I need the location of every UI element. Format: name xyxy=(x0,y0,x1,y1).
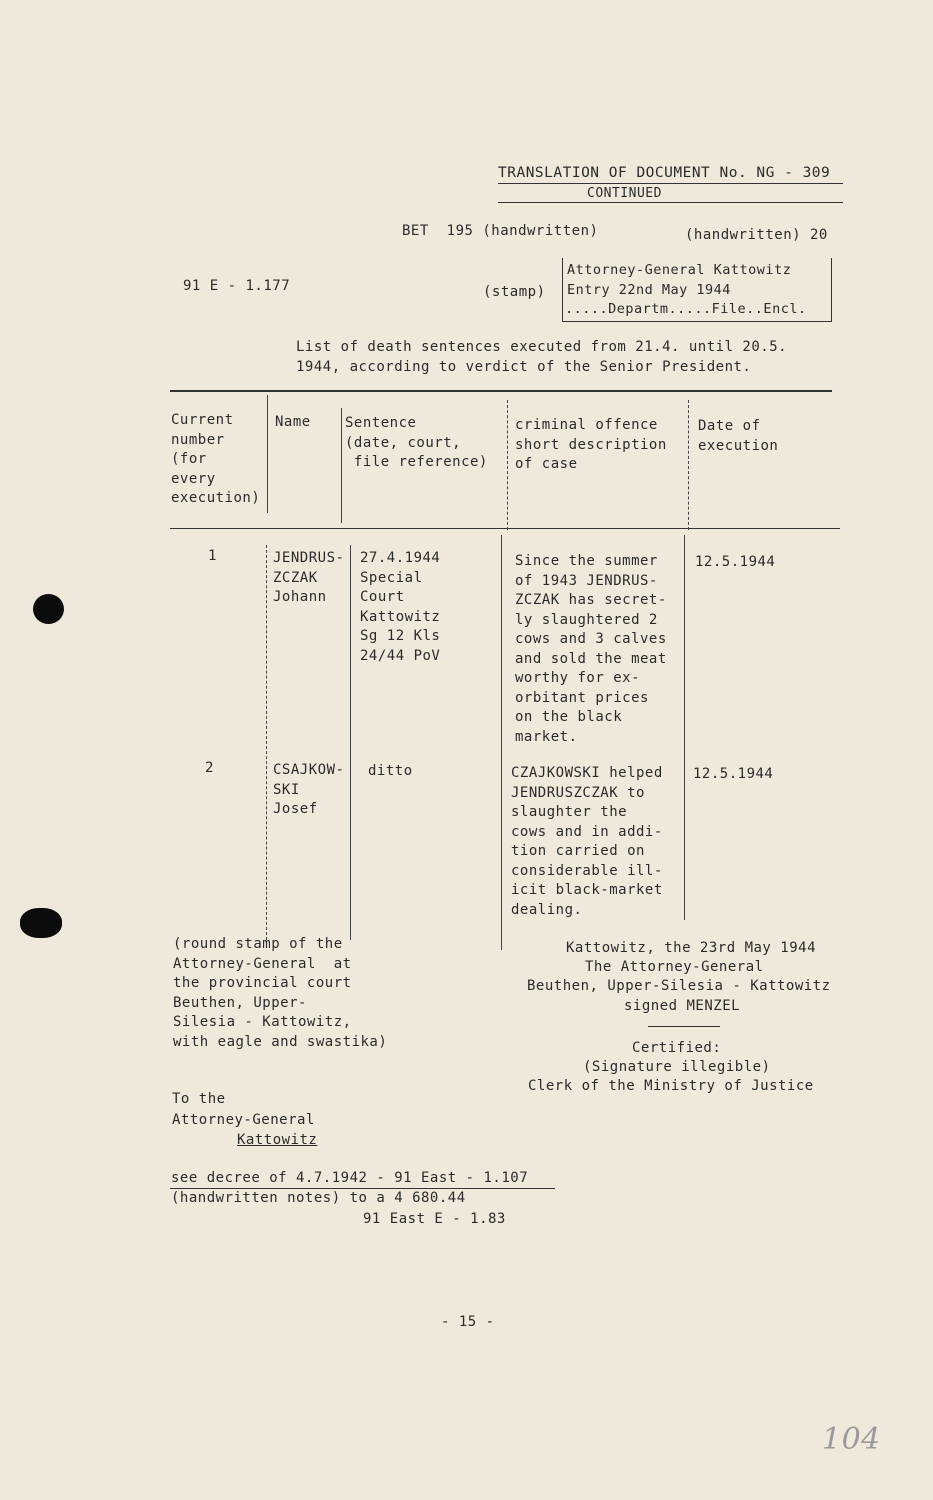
row-1-offence: Since the summer of 1943 JENDRUS- ZCZAK has secret- ly slaughtered 2 cows and 3 calves and sold the meat worthy for ex- orbitant prices on the black market. xyxy=(515,553,667,745)
decree-note: see decree of 4.7.1942 - 91 East - 1.107 xyxy=(171,1170,529,1186)
header-date-of-execution: Date of execution xyxy=(698,418,779,454)
file-reference: 91 E - 1.177 xyxy=(183,278,291,294)
table-top-rule xyxy=(170,390,832,392)
col-divider-3 xyxy=(507,400,508,530)
body-divider-1 xyxy=(266,545,267,940)
signatory-title: The Attorney-General xyxy=(585,959,764,975)
list-title-line-1: List of death sentences executed from 21.4. until 20.5. xyxy=(296,339,788,355)
row-1-date: 12.5.1944 xyxy=(695,554,776,570)
signatory-location: Beuthen, Upper-Silesia - Kattowitz xyxy=(527,978,831,994)
certified-clerk: Clerk of the Ministry of Justice xyxy=(528,1078,814,1094)
col-divider-4 xyxy=(688,400,689,530)
body-divider-3 xyxy=(501,535,502,950)
page-number: - 15 - xyxy=(441,1314,495,1330)
header-name: Name xyxy=(275,414,311,430)
punch-hole-bottom xyxy=(20,908,62,938)
translation-underline-2 xyxy=(498,202,843,203)
header-sentence: Sentence (date, court, file reference) xyxy=(345,415,488,470)
col-divider-1 xyxy=(267,395,268,513)
place-and-date: Kattowitz, the 23rd May 1944 xyxy=(566,940,817,956)
row-1-name: JENDRUS- ZCZAK Johann xyxy=(273,550,345,605)
row-1-number: 1 xyxy=(208,548,217,564)
header-current-number: Current number (for every execution) xyxy=(171,412,261,506)
translation-underline-1 xyxy=(498,183,843,184)
stamp-line-3: .....Departm.....File..Encl. xyxy=(565,301,807,317)
addressee-line-1: To the xyxy=(172,1091,226,1107)
row-2-date: 12.5.1944 xyxy=(693,766,774,782)
row-1-sentence: 27.4.1944 Special Court Kattowitz Sg 12 Kls 24/44 PoV xyxy=(360,550,441,664)
signature-separator xyxy=(648,1026,720,1027)
translation-title: TRANSLATION OF DOCUMENT No. NG - 309 xyxy=(498,165,831,181)
addressee-line-3: Kattowitz xyxy=(237,1132,318,1148)
east-reference: 91 East E - 1.83 xyxy=(363,1211,506,1227)
col-divider-2 xyxy=(341,408,342,523)
bet-reference: BET 195 (handwritten) xyxy=(402,223,599,239)
certified-label: Certified: xyxy=(632,1040,722,1056)
handwritten-notes: (handwritten notes) to a 4 680.44 xyxy=(171,1190,466,1206)
translation-continued: CONTINUED xyxy=(587,186,662,201)
stamp-line-2: Entry 22nd May 1944 xyxy=(567,282,731,298)
stamp-line-1: Attorney-General Kattowitz xyxy=(567,262,792,278)
stamp-label: (stamp) xyxy=(483,284,546,300)
round-stamp-note: (round stamp of the Attorney-General at the provincial court Beuthen, Upper- Silesia - Kattowitz, with eagle and swastika) xyxy=(173,936,388,1050)
body-divider-4 xyxy=(684,535,685,920)
handwritten-20: (handwritten) 20 xyxy=(685,227,828,243)
header-criminal-offence: criminal offence short description of case xyxy=(515,417,667,472)
certified-signature: (Signature illegible) xyxy=(583,1059,771,1075)
body-divider-2 xyxy=(350,545,351,940)
punch-hole-top xyxy=(33,594,64,624)
entry-stamp xyxy=(562,258,832,322)
signed-name: signed MENZEL xyxy=(624,998,741,1014)
list-title-line-2: 1944, according to verdict of the Senior President. xyxy=(296,359,752,375)
addressee-line-2: Attorney-General xyxy=(172,1112,315,1128)
row-2-name: CSAJKOW- SKI Josef xyxy=(273,762,345,817)
row-2-number: 2 xyxy=(205,760,214,776)
row-2-sentence: ditto xyxy=(368,763,413,779)
margin-handwriting: 104 xyxy=(822,1422,881,1457)
row-2-offence: CZAJKOWSKI helped JENDRUSZCZAK to slaughter the cows and in addi- tion carried on considerable ill- icit black-market dealing. xyxy=(511,765,663,918)
table-header-rule xyxy=(170,528,840,529)
